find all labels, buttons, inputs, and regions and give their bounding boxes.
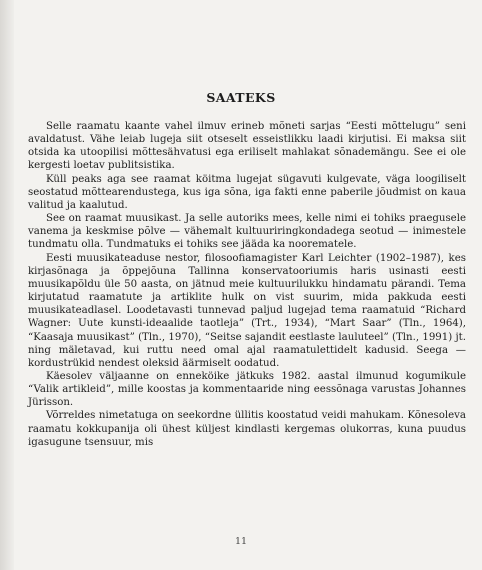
page-number: 11 bbox=[234, 536, 248, 547]
paragraph: Käesolev väljaanne on enneköike jätkuks 1982. aastal ilmunud kogumikule “Valik artikleid”, mille koostas ja kommentaaride ning eessõnaga varustas Johannes Jürisson. bbox=[28, 370, 466, 409]
paragraph: Küll peaks aga see raamat köitma lugejat sügavuti kulgevate, väga loogiliselt seostatud mõttearendustega, kus iga sõna, iga fakti enne paberile jõudmist on kaua valitud ja kaalutud. bbox=[28, 173, 466, 211]
paragraph: Selle raamatu kaante vahel ilmuv erineb mõneti sarjas “Eesti mõttelugu” seni avaldatust. Vähe leiab lugeja siit otseselt esseistlikku laadi kirjutisi. Ei maksa siit otsida ka utoopilisi mõttesähvatusi ega eriliselt mahlakat sõnademängu. See ei ole kergesti loetav publitsistika. bbox=[28, 121, 466, 172]
paragraph: Võrreldes nimetatuga on seekordne üllitis koostatud veidi mahukam. Kõnesoleva raamatu kokkupanija oli ühest küljest kindlasti kergemas olukorras, kuna puudus igasugune tsensuur, mis bbox=[28, 410, 466, 448]
paragraph: See on raamat muusikast. Ja selle autoriks mees, kelle nimi ei tohiks praegusele vanema ja keskmise põlve — vähemalt kultuuriringkondadega seotud — inimestele tundmatu olla. Tundmatuks ei tohiks see jääda ka noorematele. bbox=[28, 213, 466, 251]
body-text bbox=[28, 120, 466, 449]
page-title: SAATEKS bbox=[206, 90, 276, 105]
paragraph: Eesti muusikateaduse nestor, filosoofiamagister Karl Leichter (1902–1987), kes kirjasõnaga ja õppejõuna Tallinna konservatooriumis haris usinasti eesti muusikapõldu üle 50 aasta, on jätnud meie kultuurilukku hindamatu pärandi. Tema kirjutatud raamatute ja artiklite hulk on vist suurim, mida pakkuda eesti muusikateadlasel. Loodetavasti tunnevad paljud lugejad tema raamatuid “Richard Wagner: Uute kunsti-ideaalide taotleja” (Trt., 1934), “Mart Saar” (Tln., 1964), “Kaasaja muusikast” (Tln., 1970), “Seitse sajandit eestlaste lauluteel” (Tln., 1991) jt. ning mäletavad, kui ruttu need omal ajal raamatulettidelt kadusid. Seega — kordustrükid nendest oleksid äärmiselt oodatud. bbox=[28, 252, 466, 369]
